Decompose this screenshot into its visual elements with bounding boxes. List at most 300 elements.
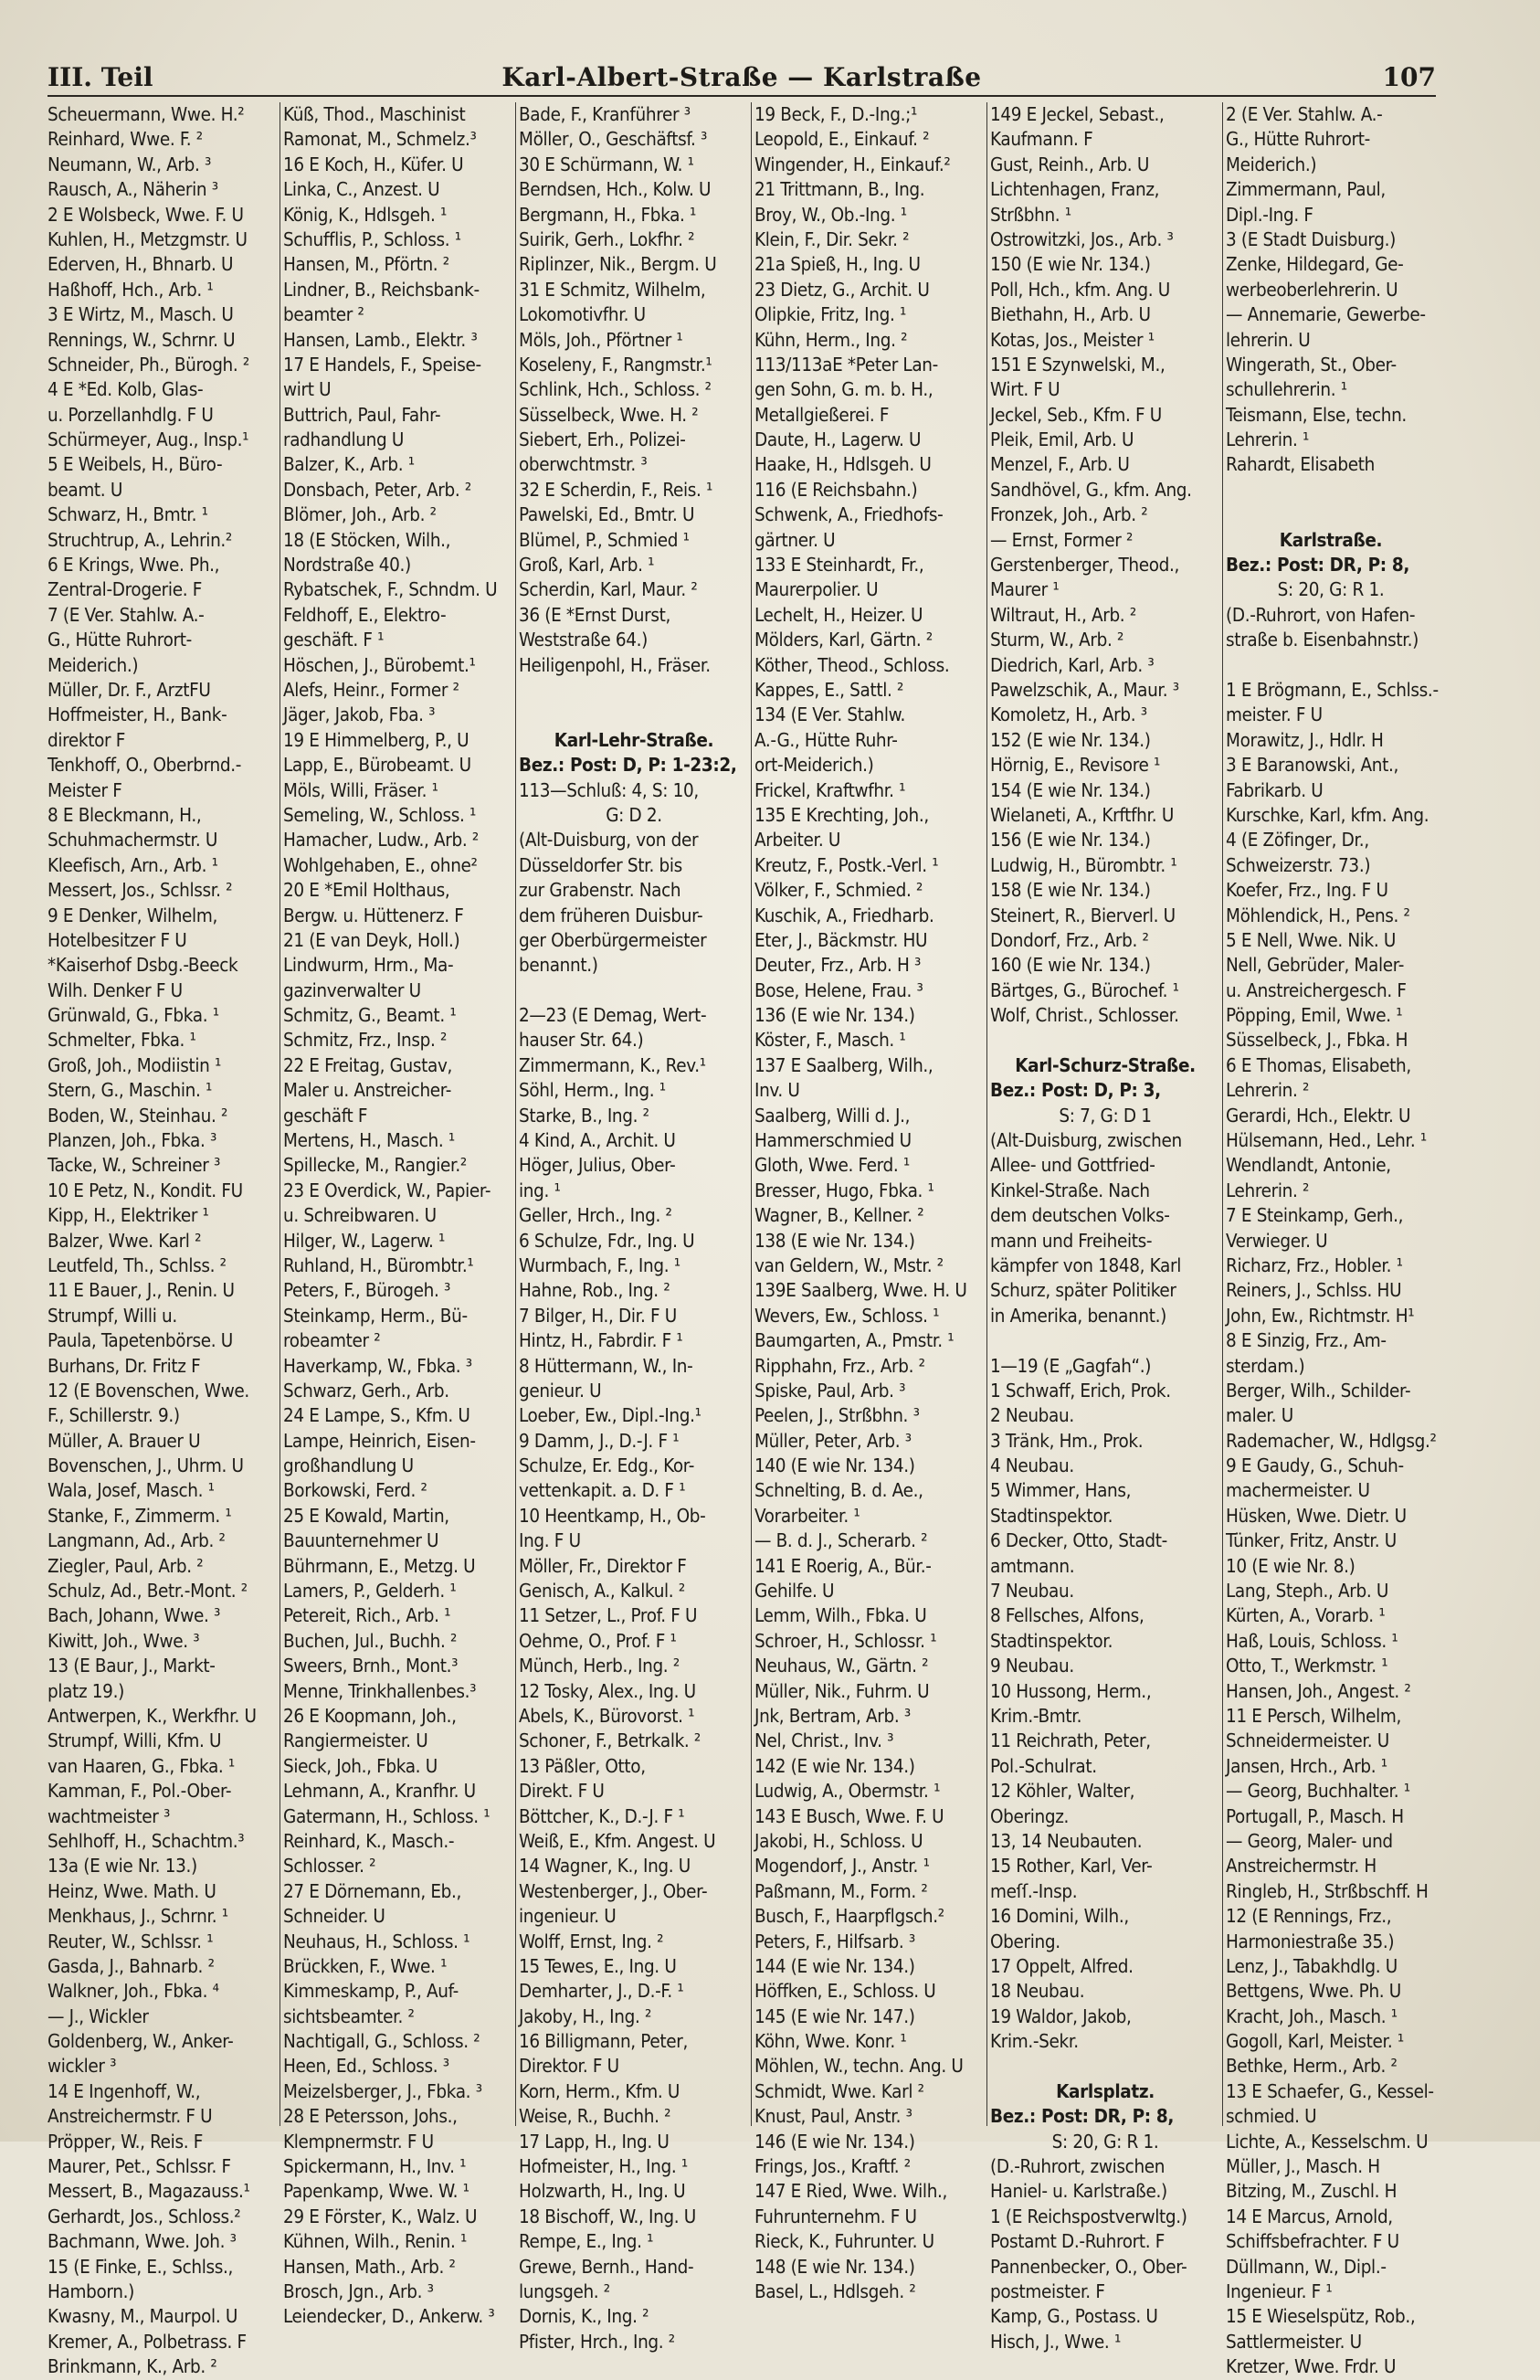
blank-line [1226,502,1436,527]
directory-entry: robeamter ² [283,1329,381,1352]
directory-entry: Brückken, F., Wwe. ¹ [283,1954,448,1977]
directory-entry: 4 Neubau. [990,1454,1074,1477]
directory-entry: Meister F [47,778,122,801]
directory-entry: 21 Trittmann, B., Ing. [754,178,925,201]
directory-entry: Kwasny, M., Maurpol. U [47,2305,238,2328]
directory-entry: Gloth, Wwe. Ferd. ¹ [754,1154,910,1177]
directory-entry: lungsgeh. ² [519,2280,610,2302]
directory-entry: Antwerpen, K., Werkfhr. U [47,1705,257,1727]
directory-entry: 12 Köhler, Walter, [990,1780,1135,1803]
directory-entry: Rieck, K., Fuhrunter. U [754,2230,934,2253]
directory-entry: Geller, Hrch., Ing. ² [519,1204,672,1227]
directory-entry: — B. d. J., Scherarb. ² [754,1529,928,1552]
directory-entry: 9 Damm, J., D.-J. F ¹ [519,1429,680,1452]
directory-entry: Lichte, A., Kesselschm. U [1226,2130,1429,2153]
directory-entry: Balzer, Wwe. Karl ² [47,1229,202,1252]
directory-entry: Schweizerstr. 73.) [1226,853,1371,876]
directory-entry: 32 E Scherdin, F., Reis. ¹ [519,478,713,501]
directory-entry: Möls, Willi, Fräser. ¹ [283,778,438,801]
directory-entry: Wurmbach, F., Ing. ¹ [519,1253,680,1276]
directory-entry: Bresser, Hugo, Fbka. ¹ [754,1179,934,1201]
directory-entry: beamter ² [283,303,364,326]
directory-entry: Höschen, J., Bürobemt.¹ [283,653,476,676]
directory-entry: 13 (E Baur, J., Markt- [47,1655,216,1677]
directory-entry: Tünker, Fritz, Anstr. U [1226,1529,1397,1552]
directory-entry: 8 E Bleckmann, H., [47,803,202,826]
directory-entry: Jakoby, H., Ing. ² [519,2004,652,2027]
directory-entry: Strumpf, Willi, Kfm. U [47,1729,222,1752]
column-6 [1226,102,1439,2378]
directory-entry: Schulz, Ad., Betr.-Mont. ² [47,1580,248,1603]
directory-entry: Jnk, Bertram, Arb. ³ [754,1705,911,1727]
directory-entry: Müller, A. Brauer U [47,1429,201,1452]
directory-entry: meister. F U [1226,703,1323,726]
directory-entry: geschäft. F ¹ [283,629,385,651]
directory-entry: Pleik, Emil, Arb. U [990,428,1134,451]
directory-entry: werbeoberlehrerin. U [1226,278,1398,301]
directory-entry: Brinkmann, K., Arb. ² [47,2355,217,2378]
directory-entry: Arbeiter. U [754,829,841,852]
directory-entry: Jeckel, Seb., Kfm. F U [990,403,1162,426]
directory-entry: Berger, Wilh., Schilder- [1226,1379,1411,1402]
directory-entry: Basel, L., Hdlsgeh. ² [754,2280,916,2302]
directory-entry: Gehilfe. U [754,1580,835,1603]
directory-entry: 11 Setzer, L., Prof. F U [519,1604,698,1627]
directory-entry: Direktor. F U [519,2055,619,2078]
directory-entry: platz 19.) [47,1679,124,1702]
directory-entry: Ostrowitzki, Jos., Arb. ³ [990,227,1174,250]
directory-entry: Gasda, J., Bahnarb. ² [47,1954,215,1977]
directory-entry: Kotas, Jos., Meister ¹ [990,328,1155,351]
directory-entry: 6 Schulze, Fdr., Ing. U [519,1229,695,1252]
directory-entry: 139E Saalberg, Wwe. H. U [754,1279,967,1302]
column-divider [986,102,987,2126]
directory-entry: Lokomotivfhr. U [519,303,646,326]
directory-entry: Lechelt, H., Heizer. U [754,603,923,626]
directory-entry: Möls, Joh., Pförtner ¹ [519,328,683,351]
directory-entry: Kiwitt, Joh., Wwe. ³ [47,1629,200,1652]
directory-entry: Bade, F., Kranführer ³ [519,103,691,125]
directory-entry: Süsselbeck, J., Fbka. H [1226,1029,1408,1052]
directory-entry: Hintz, H., Fabrdir. F ¹ [519,1329,683,1352]
directory-entry: 13 Päßler, Otto, [519,1754,646,1777]
directory-entry: zur Grabenstr. Nach [519,879,681,902]
directory-entry: radhandlung U [283,428,405,451]
directory-entry: Meiderich.) [1226,153,1317,175]
directory-entry: Nachtigall, G., Schloss. ² [283,2030,480,2053]
directory-entry: Schulze, Er. Edg., Kor- [519,1454,695,1477]
directory-entry: Bachmann, Wwe. Joh. ³ [47,2230,237,2253]
directory-entry: Heen, Ed., Schloss. ³ [283,2055,449,2078]
directory-entry: Möhlen, W., techn. Ang. U [754,2055,964,2078]
directory-entry: Kürten, A., Vorarb. ¹ [1226,1604,1386,1627]
directory-entry: — Georg, Maler- und [1226,1829,1393,1852]
directory-entry: Riplinzer, Nik., Bergm. U [519,253,717,276]
directory-entry: Schuhmachermstr. U [47,829,218,852]
directory-entry: 1 Schwaff, Erich, Prok. [990,1379,1171,1402]
directory-entry: Poll, Hch., kfm. Ang. U [990,278,1170,301]
directory-entry: 13 E Schaefer, G., Kessel- [1226,2079,1434,2102]
blank-line [1226,653,1436,678]
directory-entry: 7 (E Ver. Stahlw. A.- [47,603,205,626]
directory-entry: Sturm, W., Arb. ² [990,629,1124,651]
directory-entry: Kühn, Herm., Ing. ² [754,328,908,351]
directory-entry: u. Porzellanhdlg. F U [47,403,214,426]
directory-entry: Hansen, M., Pförtn. ² [283,253,449,276]
directory-entry: Knust, Paul, Anstr. ³ [754,2105,912,2128]
directory-entry: Kuschik, A., Friedharb. [754,904,934,926]
directory-entry: 16 Billigmann, Peter, [519,2030,688,2053]
street-heading: Karl-Lehr-Straße. [554,728,714,751]
directory-entry: S: 20, G: R 1. [1051,2130,1159,2153]
directory-entry: 11 E Persch, Wilhelm, [1226,1705,1401,1727]
directory-entry: Hofmeister, H., Ing. ¹ [519,2155,688,2178]
directory-entry: (D.-Ruhrort, von Hafen- [1226,603,1416,626]
column-2 [283,102,513,2328]
directory-entry: 2 E Wolsbeck, Wwe. F. U [47,203,244,226]
directory-entry: 10 Heentkamp, H., Ob- [519,1504,706,1527]
directory-entry: Anstreichermstr. H [1226,1855,1377,1878]
directory-entry: Lemm, Wilh., Fbka. U [754,1604,927,1627]
directory-entry: 5 E Nell, Wwe. Nik. U [1226,928,1397,951]
directory-entry: 10 (E wie Nr. 8.) [1226,1554,1355,1577]
directory-entry: Zenke, Hildegard, Ge- [1226,253,1404,276]
directory-entry: Fronzek, Joh., Arb. ² [990,503,1148,526]
directory-entry: 3 E Baranowski, Ant., [1226,754,1399,777]
directory-entry: maler. U [1226,1404,1293,1427]
directory-entry: Jakobi, H., Schloss. U [754,1829,923,1852]
directory-entry: Strumpf, Willi u. [47,1304,177,1327]
directory-entry: Jansen, Hrch., Arb. ¹ [1226,1754,1387,1777]
directory-entry: 17 Oppelt, Alfred. [990,1954,1134,1977]
directory-entry: sterdam.) [1226,1354,1305,1377]
directory-entry: 144 (E wie Nr. 134.) [754,1954,915,1977]
blank-line [990,1328,1220,1353]
directory-entry: Hisch, J., Wwe. ¹ [990,2330,1121,2353]
directory-entry: Stadtinspektor. [990,1629,1113,1652]
directory-entry: Messert, B., Magazauss.¹ [47,2180,250,2203]
directory-entry: Krim.-Bmtr. [990,1705,1082,1727]
directory-entry: Süsselbeck, Wwe. H. ² [519,403,699,426]
directory-entry: Wagner, B., Kellner. ² [754,1204,924,1227]
directory-entry: Lehrerin. ² [1226,1179,1310,1201]
directory-entry: Lehrerin. ² [1226,1079,1310,1102]
section-part: III. Teil [47,62,153,92]
directory-entry: Biethahn, H., Arb. U [990,303,1151,326]
directory-entry: Bovenschen, J., Uhrm. U [47,1454,244,1477]
directory-entry: Oehme, O., Prof. F ¹ [519,1629,677,1652]
directory-entry: Wohlgehaben, E., ohne² [283,853,478,876]
directory-entry: 14 E Marcus, Arnold, [1226,2205,1393,2227]
directory-entry: Meizelsberger, J., Fbka. ³ [283,2079,482,2102]
directory-entry: Söhl, Herm., Ing. ¹ [519,1079,666,1102]
directory-entry: Reinhard, Wwe. F. ² [47,128,203,151]
directory-entry: — Georg, Buchhalter. ¹ [1226,1780,1410,1803]
directory-entry: Frings, Jos., Kraftf. ² [754,2155,911,2178]
directory-entry: F., Schillerstr. 9.) [47,1404,180,1427]
directory-entry: geschäft F [283,1104,368,1127]
directory-entry: genieur. U [519,1379,602,1402]
directory-entry: Zimmermann, Paul, [1226,178,1386,201]
directory-entry: Boden, W., Steinhau. ² [47,1104,228,1127]
directory-entry: Frickel, Kraftwfhr. ¹ [754,778,906,801]
directory-entry: Eter, J., Bäckmstr. HU [754,928,928,951]
directory-entry: Wirt. F U [990,378,1060,401]
directory-entry: Kreutz, F., Postk.-Verl. ¹ [754,853,939,876]
directory-entry: Menne, Trinkhallenbes.³ [283,1679,477,1702]
directory-entry: Hörnig, E., Revisore ¹ [990,754,1161,777]
directory-entry: Kipp, H., Elektriker ¹ [47,1204,209,1227]
directory-entry: Oberingz. [990,1804,1070,1827]
directory-entry: Lang, Steph., Arb. U [1226,1580,1389,1603]
directory-entry: Ringleb, H., Strßbschff. H [1226,1879,1429,1902]
directory-entry: Bauunternehmer U [283,1529,439,1552]
directory-entry: G., Hütte Ruhrort- [47,629,192,651]
directory-entry: Saalberg, Willi d. J., [754,1104,911,1127]
directory-entry: 27 E Dörnemann, Eb., [283,1879,462,1902]
directory-entry: Ludwig, H., Bürombtr. ¹ [990,853,1177,876]
directory-entry: Kaufmann. F [990,128,1093,151]
directory-entry: Maurer ¹ [990,578,1060,601]
directory-entry: Stern, G., Maschin. ¹ [47,1079,212,1102]
directory-entry: Pawelski, Ed., Bmtr. U [519,503,695,526]
directory-entry: Reuter, W., Schlssr. ¹ [47,1930,214,1952]
directory-entry: 21 (E van Deyk, Holl.) [283,928,460,951]
directory-entry: Tacke, W., Schreiner ³ [47,1154,221,1177]
directory-entry: u. Anstreichergesch. F [1226,978,1407,1001]
directory-entry: Köther, Theod., Schloss. [754,653,950,676]
directory-entry: Lehrerin. ¹ [1226,428,1310,451]
directory-entry: Gust, Reinh., Arb. U [990,153,1149,175]
directory-entry: Zentral-Drogerie. F [47,578,202,601]
district-info: Bez.: Post: DR, P: 8, [990,2105,1174,2128]
directory-entry: Rademacher, W., Hdlgsg.² [1226,1429,1437,1452]
directory-entry: vettenkapit. a. D. F ¹ [519,1479,686,1502]
directory-entry: Lenz, J., Tabakhdlg. U [1226,1954,1398,1977]
directory-entry: *Kaiserhof Dsbg.-Beeck [47,954,238,977]
directory-entry: Peelen, J., Strßbhn. ³ [754,1404,920,1427]
directory-entry: in Amerika, benannt.) [990,1304,1167,1327]
directory-entry: 1—19 (E „Gagfah“.) [990,1354,1152,1377]
directory-entry: 16 E Koch, H., Küfer. U [283,153,464,175]
street-heading: Karlstraße. [1279,528,1383,551]
directory-entry: Lindner, B., Reichsbank- [283,278,480,301]
directory-entry: 31 E Schmitz, Wilhelm, [519,278,706,301]
directory-entry: Schoner, F., Betrkalk. ² [519,1729,701,1752]
directory-entry: 146 (E wie Nr. 134.) [754,2130,915,2153]
directory-entry: 9 E Denker, Wilhelm, [47,904,217,926]
directory-entry: Buchen, Jul., Buchh. ² [283,1629,458,1652]
directory-entry: Portugall, P., Masch. H [1226,1804,1404,1827]
district-info: Bez.: Post: DR, P: 8, [1226,554,1409,576]
directory-entry: großhandlung U [283,1454,414,1477]
directory-entry: Schmidt, Wwe. Karl ² [754,2079,924,2102]
directory-entry: Planzen, Joh., Fbka. ³ [47,1129,216,1152]
directory-entry: 8 E Sinzig, Frz., Am- [1226,1329,1387,1352]
directory-entry: Hilger, W., Lagerw. ¹ [283,1229,446,1252]
directory-entry: Schneider. U [283,1905,385,1928]
directory-entry: Tenkhoff, O., Oberbrnd.- [47,754,242,777]
directory-entry: Loeber, Ew., Dipl.-Ing.¹ [519,1404,701,1427]
directory-entry: — J., Wickler [47,2004,149,2027]
directory-entry: 151 E Szynwelski, M., [990,353,1166,376]
directory-entry: 154 (E wie Nr. 134.) [990,778,1151,801]
directory-entry: A.-G., Hütte Ruhr- [754,728,898,751]
directory-entry: Komoletz, H., Arb. ³ [990,703,1147,726]
directory-entry: Ripphahn, Frz., Arb. ² [754,1354,925,1377]
directory-entry: Buttrich, Paul, Fahr- [283,403,441,426]
directory-entry: Leopold, E., Einkauf. ² [754,128,930,151]
directory-entry: 133 E Steinhardt, Fr., [754,554,924,576]
directory-entry: Bose, Helene, Frau. ³ [754,978,923,1001]
directory-entry: Schwarz, Gerh., Arb. [283,1379,449,1402]
directory-entry: Lamers, P., Gelderh. ¹ [283,1580,457,1603]
directory-entry: Weiß, E., Kfm. Angest. U [519,1829,716,1852]
directory-entry: Maurer, Pet., Schlssr. F [47,2155,231,2178]
blank-line [990,2054,1220,2079]
directory-entry: Schwarz, H., Bmtr. ¹ [47,503,208,526]
directory-entry: Westenberger, J., Ober- [519,1879,708,1902]
directory-entry: Heinz, Wwe. Math. U [47,1879,216,1902]
directory-entry: Ziegler, Paul, Arb. ² [47,1554,204,1577]
directory-entry: 1 E Brögmann, E., Schlss.- [1226,678,1439,701]
directory-entry: Borkowski, Ferd. ² [283,1479,427,1502]
header-rule [47,95,1436,97]
directory-entry: 15 (E Finke, E., Schlss., [47,2255,234,2278]
directory-entry: Haß, Louis, Schloss. ¹ [1226,1629,1398,1652]
directory-entry: 137 E Saalberg, Wilh., [754,1053,933,1076]
directory-entry: Ruhland, H., Bürombtr.¹ [283,1253,474,1276]
directory-entry: sichtsbeamter. ² [283,2004,415,2027]
directory-entry: Baumgarten, A., Pmstr. ¹ [754,1329,955,1352]
directory-entry: postmeister. F [990,2280,1105,2302]
directory-entry: Messert, Jos., Schlssr. ² [47,879,233,902]
directory-entry: Wevers, Ew., Schloss. ¹ [754,1304,940,1327]
directory-entry: Rausch, A., Näherin ³ [47,178,218,201]
directory-entry: Morawitz, J., Hdlr. H [1226,728,1384,751]
street-heading: Karl-Schurz-Straße. [1015,1053,1196,1076]
directory-entry: 30 E Schürmann, W. ¹ [519,153,694,175]
directory-entry: hauser Str. 64.) [519,1029,644,1052]
directory-entry: Pannenbecker, O., Ober- [990,2255,1187,2278]
directory-entry: schullehrerin. ¹ [1226,378,1347,401]
district-info: Bez.: Post: D, P: 3, [990,1079,1161,1102]
directory-entry: Kretzer, Wwe. Frdr. U [1226,2355,1397,2378]
directory-entry: G., Hütte Ruhrort- [1226,128,1370,151]
directory-entry: Fuhrunternehm. F U [754,2205,917,2227]
directory-entry: ort-Meiderich.) [754,754,874,777]
directory-entry: König, K., Hdlsgeh. ¹ [283,203,448,226]
directory-entry: 23 E Overdick, W., Papier- [283,1179,491,1201]
directory-entry: Klein, F., Dir. Sekr. ² [754,227,910,250]
directory-entry: 6 E Krings, Wwe. Ph., [47,554,220,576]
directory-entry: Schiffsbefrachter. F U [1226,2230,1399,2253]
directory-entry: Ludwig, A., Obermstr. ¹ [754,1780,941,1803]
directory-entry: 147 E Ried, Wwe. Wilh., [754,2180,948,2203]
directory-entry: Schürmeyer, Aug., Insp.¹ [47,428,249,451]
directory-entry: 17 Lapp, H., Ing. U [519,2130,670,2153]
directory-entry: Müller, Dr. F., ArztFU [47,678,211,701]
directory-entry: Otto, T., Werkmstr. ¹ [1226,1655,1388,1677]
directory-entry: Teismann, Else, techn. [1226,403,1407,426]
directory-entry: 7 Bilger, H., Dir. F U [519,1304,677,1327]
directory-entry: 17 E Handels, F., Speise- [283,353,481,376]
directory-entry: Menzel, F., Arb. U [990,453,1130,476]
directory-entry: Spiske, Paul, Arb. ³ [754,1379,906,1402]
directory-entry: 19 Waldor, Jakob, [990,2004,1132,2027]
directory-entry: 116 (E Reichsbahn.) [754,478,918,501]
directory-entry: 24 E Lampe, S., Kfm. U [283,1404,470,1427]
directory-entry: dem früheren Duisbur- [519,904,703,926]
directory-entry: Möller, Fr., Direktor F [519,1554,687,1577]
directory-entry: Küß, Thod., Maschinist [283,103,466,125]
directory-entry: Weststraße 64.) [519,629,649,651]
directory-entry: Pfister, Hrch., Ing. ² [519,2330,675,2353]
directory-entry: Rennings, W., Schrnr. U [47,328,236,351]
directory-entry: Postamt D.-Ruhrort. F [990,2230,1166,2253]
directory-entry: Kuhlen, H., Metzgmstr. U [47,227,248,250]
directory-entry: Nordstraße 40.) [283,554,411,576]
directory-entry: Bärtges, G., Bürochef. ¹ [990,978,1179,1001]
directory-entry: Kamp, G., Postass. U [990,2305,1158,2328]
directory-entry: Wolff, Ernst, Ing. ² [519,1930,664,1952]
directory-entry: Hüsken, Wwe. Dietr. U [1226,1504,1407,1527]
directory-entry: John, Ew., Richtmstr. H¹ [1226,1304,1415,1327]
directory-entry: Neuhaus, W., Gärtn. ² [754,1655,929,1677]
directory-entry: Bitzing, M., Zuschl. H [1226,2180,1398,2203]
directory-entry: Heiligenpohl, H., Fräser. [519,653,711,676]
directory-entry: Höger, Julius, Ober- [519,1154,676,1177]
directory-entry: Wilh. Denker F U [47,978,183,1001]
directory-entry: (Alt-Duisburg, von der [519,829,699,852]
directory-entry: straße b. Eisenbahnstr.) [1226,629,1419,651]
directory-entry: 20 E *Emil Holthaus, [283,879,450,902]
directory-entry: Steinert, R., Bierverl. U [990,904,1176,926]
directory-entry: Sattlermeister. U [1226,2330,1362,2353]
directory-entry: 14 E Ingenhoff, W., [47,2079,201,2102]
directory-entry: 149 E Jeckel, Sebast., [990,103,1165,125]
directory-entry: Lindwurm, Hrm., Ma- [283,954,454,977]
directory-entry: ger Oberbürgermeister [519,928,707,951]
directory-entry: 22 E Freitag, Gustav, [283,1053,453,1076]
column-divider [515,102,516,2126]
directory-entry: 138 (E wie Nr. 134.) [754,1229,915,1252]
directory-entry: Leiendecker, D., Ankerw. ³ [283,2305,495,2328]
directory-entry: 145 (E wie Nr. 147.) [754,2004,915,2027]
directory-entry: Anstreichermstr. F U [47,2105,213,2128]
directory-entry: Hammerschmied U [754,1129,912,1152]
directory-entry: 156 (E wie Nr. 134.) [990,829,1151,852]
directory-entry: (D.-Ruhrort, zwischen [990,2155,1166,2178]
directory-entry: Broy, W., Ob.-Ing. ¹ [754,203,907,226]
directory-entry: 26 E Koopmann, Joh., [283,1705,457,1727]
directory-entry: Sweers, Brnh., Mont.³ [283,1655,459,1677]
directory-entry: 15 Tewes, E., Ing. U [519,1954,677,1977]
directory-entry: G: D 2. [606,803,662,826]
directory-entry: dem deutschen Volks- [990,1204,1170,1227]
directory-entry: 142 (E wie Nr. 134.) [754,1754,915,1777]
directory-entry: 5 E Weibels, H., Büro- [47,453,223,476]
directory-entry: Maurerpolier. U [754,578,879,601]
directory-entry: Groß, Karl, Arb. ¹ [519,554,655,576]
directory-entry: 113/113aE *Peter Lan- [754,353,938,376]
directory-entry: Kamman, F., Pol.-Ober- [47,1780,232,1803]
directory-entry: Neumann, W., Arb. ³ [47,153,212,175]
directory-entry: Vorarbeiter. ¹ [754,1504,860,1527]
directory-entry: Neuhaus, H., Schloss. ¹ [283,1930,470,1952]
directory-entry: 12 Tosky, Alex., Ing. U [519,1679,696,1702]
directory-entry: Hansen, Math., Arb. ² [283,2255,456,2278]
